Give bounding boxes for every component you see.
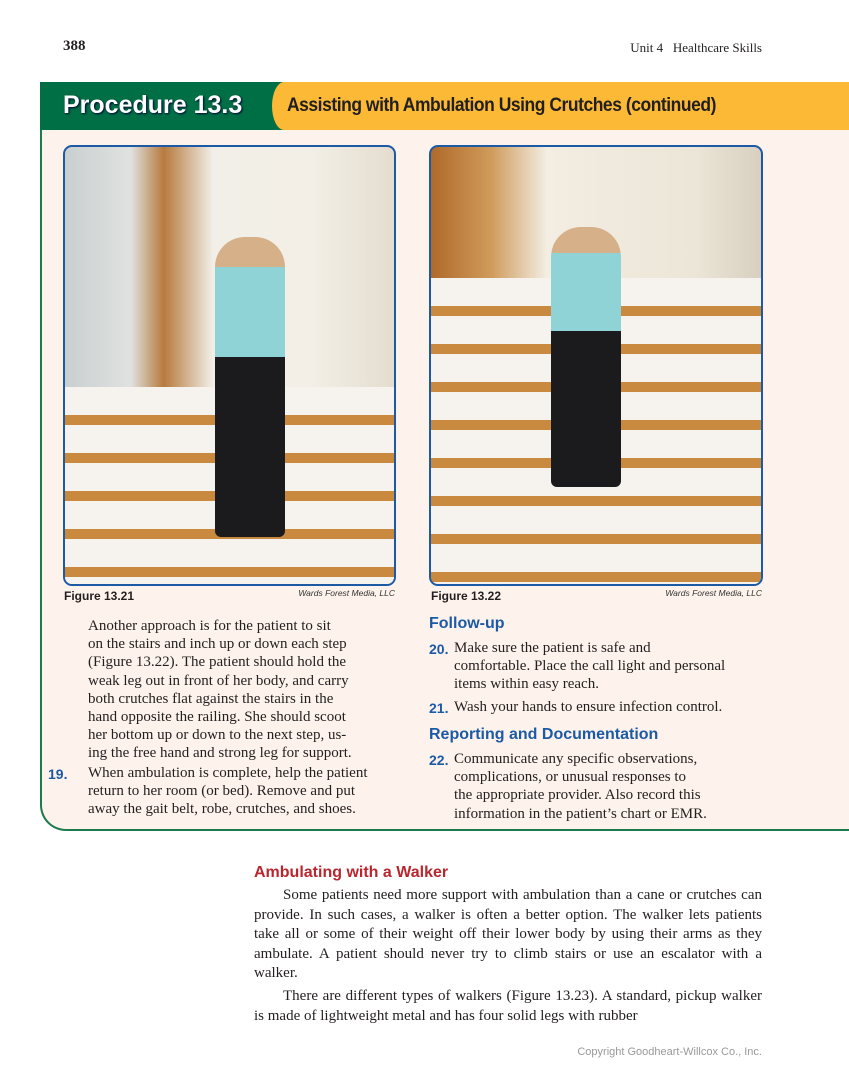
copyright: Copyright Goodheart-Willcox Co., Inc.: [577, 1046, 762, 1058]
step-number: 19.: [48, 766, 68, 782]
text-line: ing the free hand and strong leg for support.: [88, 745, 352, 762]
patient-figure: [215, 237, 285, 537]
text-line: on the stairs and inch up or down each step: [88, 636, 347, 653]
body-paragraph: Some patients need more support with ambulation than a cane or crutches can provide. In such cases, a walker is often a better option. The walker lets patients take all or some of their weight off their lower body by using their arms as they ambulate. A patient should never try to climb stairs or use an escalator with a walker.: [254, 887, 762, 981]
text-line: complications, or unusual responses to: [454, 769, 687, 786]
figure-13-22-photo: [429, 145, 763, 586]
step-20: [454, 639, 725, 694]
step-19: [88, 764, 368, 819]
reporting-heading: Reporting and Documentation: [429, 726, 659, 743]
procedure-title: Assisting with Ambulation Using Crutches (continued): [287, 95, 716, 116]
section-heading: Ambulating with a Walker: [254, 864, 449, 881]
step-number: 21.: [429, 700, 449, 716]
page-number: 388: [63, 38, 86, 54]
procedure-label: Procedure 13.3: [63, 91, 243, 119]
text-line: comfortable. Place the call light and personal: [454, 658, 726, 675]
photo-credit: Wards Forest Media, LLC: [665, 588, 762, 598]
text-line: information in the patient’s chart or EMR.: [454, 805, 707, 822]
figure-13-21-photo: [63, 145, 396, 586]
followup-heading: Follow-up: [429, 615, 505, 632]
step-22: [454, 750, 707, 823]
text-line: weak leg out in front of her body, and carry: [88, 672, 349, 689]
text-line: (Figure 13.22). The patient should hold the: [88, 654, 347, 671]
running-head: Unit 4 Healthcare Skills: [630, 40, 762, 55]
text-line: away the gait belt, robe, crutches, and shoes.: [88, 801, 356, 818]
text-line: Wash your hands to ensure infection control.: [454, 699, 723, 715]
figure-caption: Figure 13.22: [431, 589, 502, 603]
text-line: Make sure the patient is safe and: [454, 640, 651, 656]
text-line: return to her room (or bed). Remove and put: [88, 783, 356, 800]
text-line: When ambulation is complete, help the patient: [88, 765, 368, 781]
patient-figure: [551, 227, 621, 487]
photo-credit: Wards Forest Media, LLC: [298, 588, 395, 598]
step-21: [454, 698, 722, 716]
text-line: the appropriate provider. Also record this: [454, 787, 701, 804]
procedure-paragraph: [88, 617, 352, 763]
step-number: 22.: [429, 752, 449, 768]
text-line: Communicate any specific observations,: [454, 751, 698, 767]
text-line: her bottom up or down to the next step, us-: [88, 727, 347, 744]
step-number: 20.: [429, 641, 449, 657]
text-line: hand opposite the railing. She should scoot: [88, 709, 346, 726]
figure-caption: Figure 13.21: [64, 589, 135, 603]
text-line: both crutches flat against the stairs in the: [88, 690, 334, 707]
text-line: items within easy reach.: [454, 676, 599, 693]
body-paragraph: There are different types of walkers (Figure 13.23). A standard, pickup walker is made of lightweight metal and has four solid legs with rubber: [254, 988, 762, 1024]
text-line: Another approach is for the patient to sit: [88, 618, 331, 634]
